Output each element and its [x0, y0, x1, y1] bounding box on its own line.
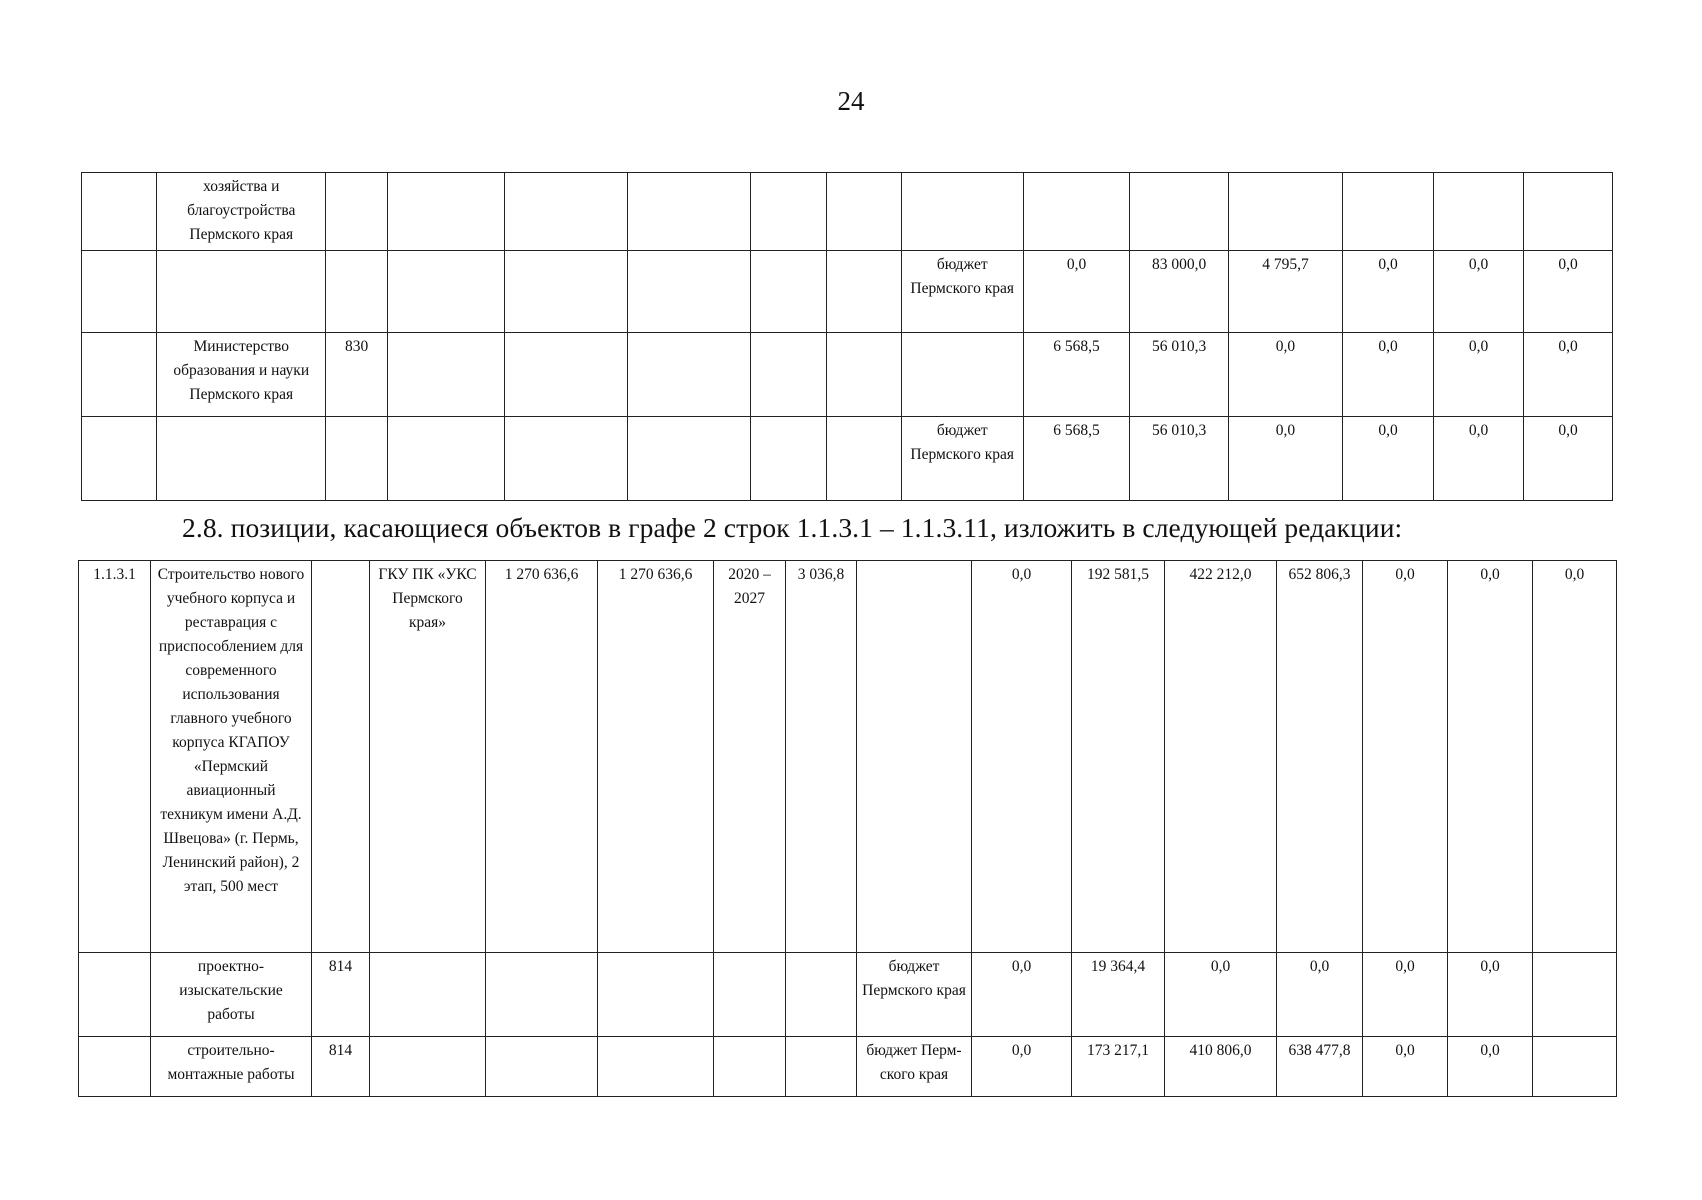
work-type-cell: проектно-изыскательские работы — [151, 953, 312, 1037]
object-name-cell: Строительство нового учебного корпуса и реставрация с приспособлением для современного использования главного учебного корпуса КГАПОУ «Пермский авиационный техникум имени А.Д. Швецова» (г. Пермь, Ленинский район), 2 этап, 500 мест — [151, 561, 312, 953]
table-row: бюджет Пермского края 0,0 83 000,0 4 795,7 0,0 0,0 0,0 — [82, 251, 1613, 333]
funding-source-cell: бюджет Пермского края — [857, 953, 972, 1037]
code-cell: 814 — [312, 953, 370, 1037]
row-name-cell: Министерство образования и науки Пермского края — [157, 333, 326, 417]
section-heading: 2.8. позиции, касающиеся объектов в графе 2 строк 1.1.3.1 – 1.1.3.11, изложить в следующей редакции: — [182, 512, 1403, 543]
work-type-cell: строительно-монтажные работы — [151, 1037, 312, 1097]
funding-source-cell: бюджет Пермского края — [901, 417, 1023, 501]
table-row: строительно-монтажные работы 814 бюджет Перм-ского края 0,0 173 217,1 410 806,0 638 477,8 0,0 0,0 — [79, 1037, 1617, 1097]
code-cell: 814 — [312, 1037, 370, 1097]
funding-source-cell: бюджет Пермского края — [901, 251, 1023, 333]
table-row: проектно-изыскательские работы 814 бюджет Пермского края 0,0 19 364,4 0,0 0,0 0,0 0,0 — [79, 953, 1617, 1037]
code-cell: 830 — [326, 333, 387, 417]
row-number-cell: 1.1.3.1 — [79, 561, 151, 953]
continuation-table — [81, 172, 1613, 501]
funding-source-cell: бюджет Перм-ского края — [857, 1037, 972, 1097]
period-cell: 2020 – 2027 — [714, 561, 786, 953]
table-row: бюджет Пермского края 6 568,5 56 010,3 0,0 0,0 0,0 0,0 — [82, 417, 1613, 501]
row-name-cell: хозяйства и благоустройства Пермского края — [157, 173, 326, 251]
table-row: Министерство образования и науки Пермского края 830 6 568,5 56 010,3 0,0 0,0 0,0 0,0 — [82, 333, 1613, 417]
page-number: 24 — [837, 86, 865, 116]
customer-cell: ГКУ ПК «УКС Пермского края» — [370, 561, 486, 953]
table-row: 1.1.3.1 Строительство нового учебного корпуса и реставрация с приспособлением для современного использования главного учебного корпуса КГАПОУ «Пермский авиационный техникум имени А.Д. Швецова» (г. Пермь, Ленинский район), 2 этап, 500 мест ГКУ ПК «УКС Пермского края» 1 270 636,6 1 270 636,6 2020 – 2027 3 036,8 0,0 192 581,5 422 212,0 652 806,3 0,0 0,0 0,0 — [79, 561, 1617, 953]
objects-table — [78, 560, 1617, 1097]
table-row — [82, 173, 1613, 251]
